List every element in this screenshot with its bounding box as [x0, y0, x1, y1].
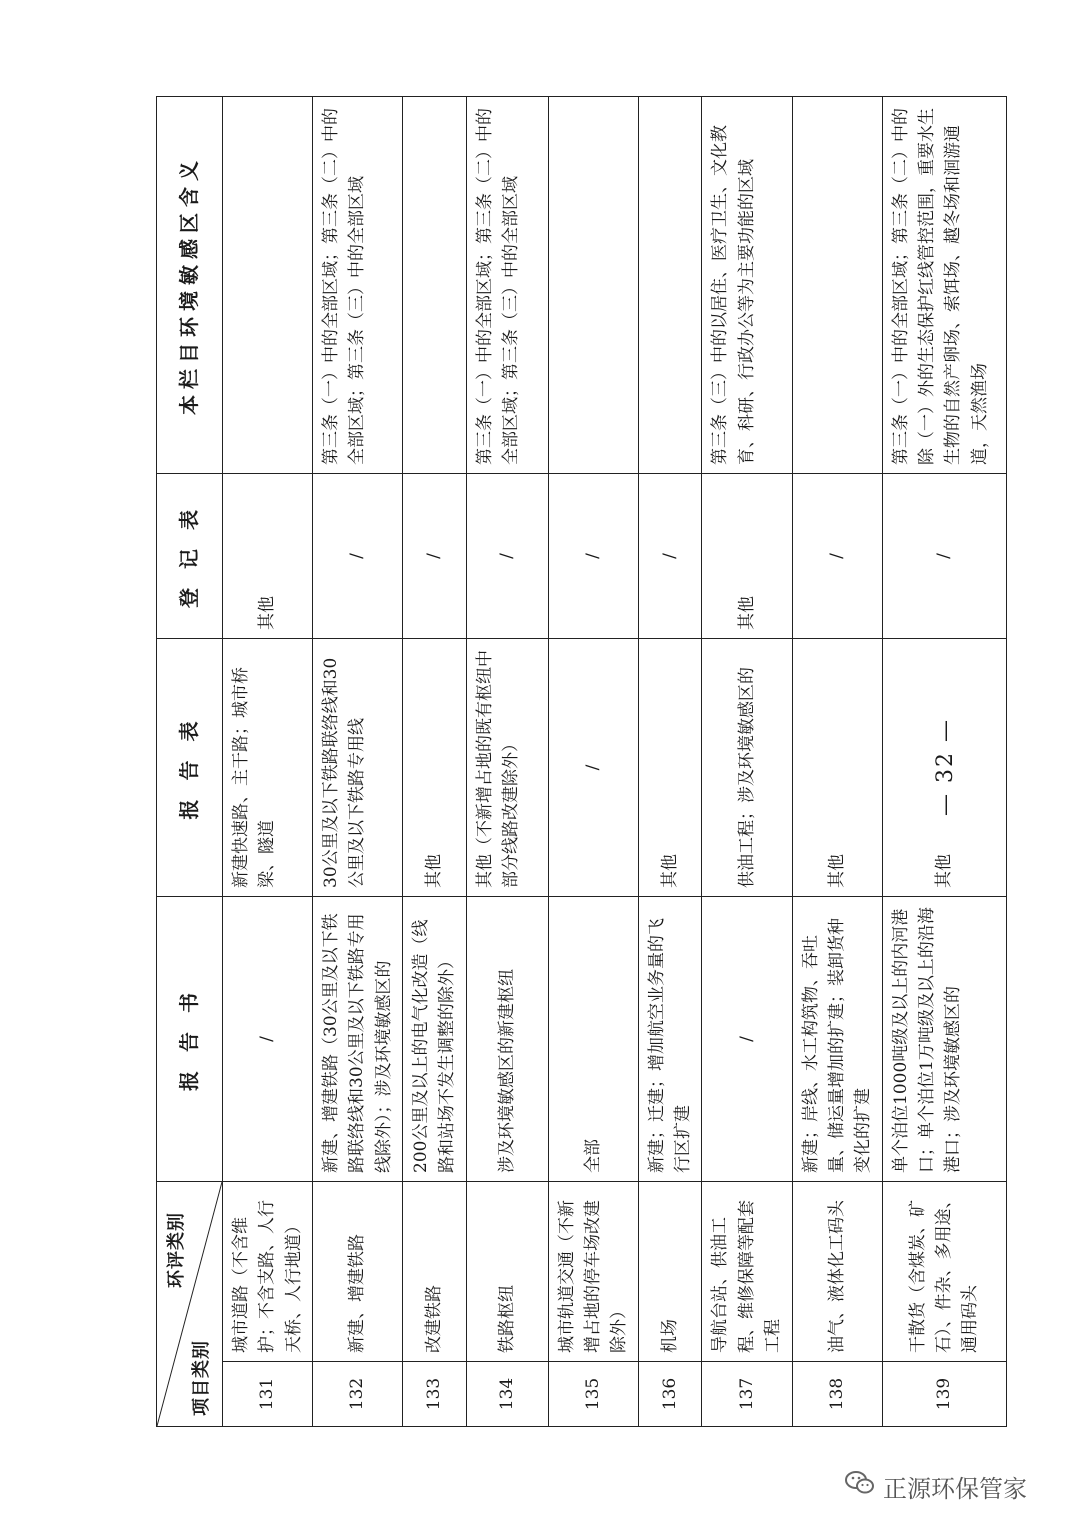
report-book-cell: 新建；岸线、水工构筑物、吞吐量、储运量增加的扩建；装卸货种变化的扩建 [792, 897, 882, 1182]
row-number: 137 [702, 1362, 792, 1427]
table-row [702, 97, 792, 1427]
report-form-cell: 其他 [638, 639, 702, 897]
corner-top-label: 环评类别 [166, 1212, 187, 1288]
register-cell: / [882, 474, 1006, 639]
project-category: 干散货（含煤炭、矿石）、件杂、多用途、通用码头 [882, 1182, 1006, 1362]
row-number: 131 [223, 1362, 313, 1427]
project-category: 油气、液体化工码头 [792, 1182, 882, 1362]
table-row [223, 97, 313, 1427]
row-number: 135 [548, 1362, 638, 1427]
report-form-cell: 其他（不新增占地的既有枢纽中部分线路改建除外） [466, 639, 548, 897]
project-category: 城市道路（不含维护；不含支路、人行天桥、人行地道） [223, 1182, 313, 1362]
row-number: 133 [403, 1362, 467, 1427]
sensitive-area-cell: 第三条（一）中的全部区域；第三条（二）中的全部区域；第三条（三）中的全部区域 [466, 97, 548, 474]
table-row [466, 97, 548, 1427]
row-number: 138 [792, 1362, 882, 1427]
register-cell: / [792, 474, 882, 639]
col-register: 登 记 表 [157, 474, 223, 639]
project-category: 城市轨道交通（不新增占地的停车场改建除外） [548, 1182, 638, 1362]
row-number: 136 [638, 1362, 702, 1427]
project-category: 导航台站、供油工程、维修保障等配套工程 [702, 1182, 792, 1362]
table-row [403, 97, 467, 1427]
col-report-book: 报 告 书 [157, 897, 223, 1182]
watermark-text: 正源环保管家 [883, 1474, 1027, 1503]
report-book-cell: / [702, 897, 792, 1182]
header-row [157, 97, 223, 1427]
table-row [313, 97, 403, 1427]
register-cell: / [403, 474, 467, 639]
report-book-cell: 新建；迁建；增加航空业务量的飞行区扩建 [638, 897, 702, 1182]
sensitive-area-cell [403, 97, 467, 474]
row-number: 134 [466, 1362, 548, 1427]
project-category: 铁路枢纽 [466, 1182, 548, 1362]
report-form-cell: 其他 [882, 639, 1006, 897]
report-book-cell: / [223, 897, 313, 1182]
report-form-cell: 其他 [792, 639, 882, 897]
table-row [548, 97, 638, 1427]
report-book-cell: 涉及环境敏感区的新建枢纽 [466, 897, 548, 1182]
report-form-cell: 供油工程；涉及环境敏感区的 [702, 639, 792, 897]
corner-header-cell [157, 1182, 223, 1427]
report-form-cell: / [548, 639, 638, 897]
row-number: 139 [882, 1362, 1006, 1427]
wechat-icon [845, 1470, 875, 1502]
corner-bottom-label: 项目类别 [191, 1340, 213, 1416]
page-number: — 32 — [933, 718, 958, 816]
register-cell: 其他 [702, 474, 792, 639]
register-cell: 其他 [223, 474, 313, 639]
watermark [845, 1466, 1065, 1506]
report-book-cell: 全部 [548, 897, 638, 1182]
col-sensitive: 本栏目环境敏感区含义 [157, 97, 223, 474]
register-cell: / [638, 474, 702, 639]
project-category: 机场 [638, 1182, 702, 1362]
register-cell: / [466, 474, 548, 639]
sensitive-area-cell [548, 97, 638, 474]
report-book-cell: 单个泊位1000吨级及以上的内河港口；单个泊位1万吨级及以上的沿海港口；涉及环境敏感区的 [882, 897, 1006, 1182]
report-form-cell: 30公里及以下铁路联络线和30公里及以下铁路专用线 [313, 639, 403, 897]
report-book-cell: 新建、增建铁路（30公里及以下铁路联络线和30公里及以下铁路专用线除外）；涉及环境敏感区的 [313, 897, 403, 1182]
report-form-cell: 其他 [403, 639, 467, 897]
register-cell: / [313, 474, 403, 639]
sensitive-area-cell [638, 97, 702, 474]
table-row [792, 97, 882, 1427]
sensitive-area-cell: 第三条（一）中的全部区域；第三条（二）中的全部区域；第三条（三）中的全部区域 [313, 97, 403, 474]
report-book-cell: 200公里及以上的电气化改造（线路和站场不发生调整的除外） [403, 897, 467, 1182]
row-number: 132 [313, 1362, 403, 1427]
sensitive-area-cell: 第三条（三）中的以居住、医疗卫生、文化教育、科研、行政办公等为主要功能的区域 [702, 97, 792, 474]
col-report-form: 报 告 表 [157, 639, 223, 897]
project-category: 改建铁路 [403, 1182, 467, 1362]
report-form-cell: 新建快速路、主干路；城市桥梁、隧道 [223, 639, 313, 897]
eia-classification-table [156, 96, 1007, 1427]
rotated-table-wrapper [156, 97, 990, 1427]
register-cell: / [548, 474, 638, 639]
sensitive-area-cell: 第三条（一）中的全部区域；第三条（二）中的除（一）外的生态保护红线管控范围，重要水生生物的自然产卵场、索饵场、越冬场和洄游通道，天然渔场 [882, 97, 1006, 474]
project-category: 新建、增建铁路 [313, 1182, 403, 1362]
sensitive-area-cell [223, 97, 313, 474]
sensitive-area-cell [792, 97, 882, 474]
table-row [638, 97, 702, 1427]
